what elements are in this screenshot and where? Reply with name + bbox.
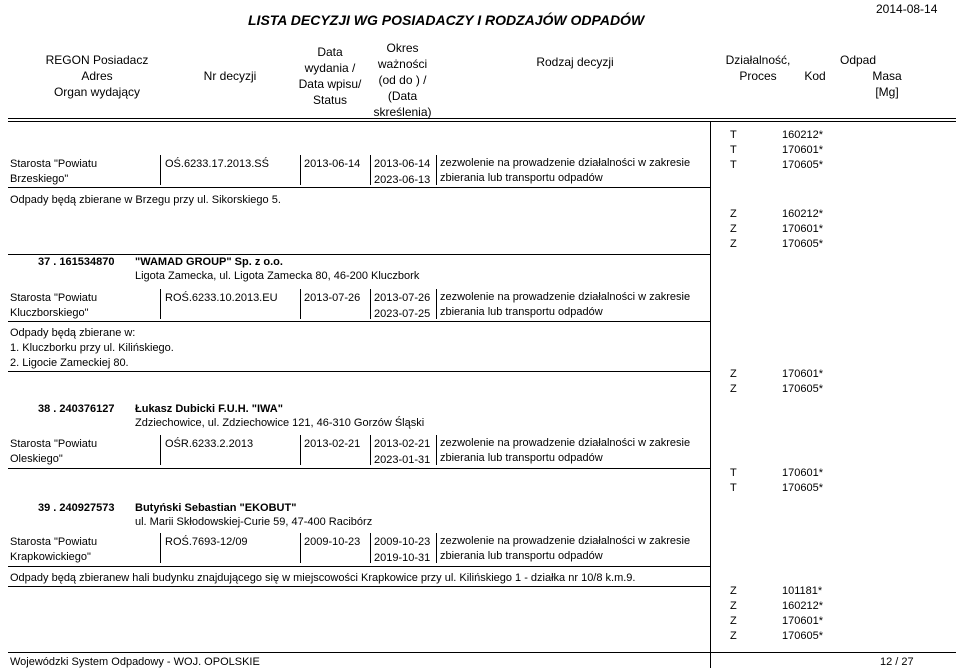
code-values: 160212* 170601* 170605*	[782, 208, 823, 250]
okres-do-36: 2023-06-13	[374, 174, 431, 186]
okres-od-38: 2013-02-21	[374, 438, 431, 450]
code-list: T T	[730, 467, 737, 494]
note-36: Odpady będą zbierane w Brzegu przy ul. Sikorskiego 5.	[10, 194, 281, 206]
header-regon: REGON Posiadacz Adres Organ wydający	[45, 53, 149, 99]
header-dzialalnosc: Działalność, Proces	[725, 53, 791, 83]
okres-od-39: 2009-10-23	[374, 536, 431, 548]
code-values: 101181* 160212* 170601* 170605*	[782, 585, 823, 642]
footer-system: Wojewódzki System Odpadowy - WOJ. OPOLSKIE	[10, 656, 260, 668]
header-odpad: Odpad	[839, 53, 877, 67]
divider	[8, 371, 710, 372]
report-title: LISTA DECYZJI WG POSIADACZY I RODZAJÓW ODPADÓW	[248, 12, 645, 28]
entry-number-38: 38 . 240376127	[38, 403, 115, 415]
divider	[370, 435, 371, 465]
footer-divider	[8, 652, 956, 653]
entry-address-38: Zdziechowice, ul. Zdziechowice 121, 46-310 Gorzów Śląski	[135, 417, 425, 429]
okres-do-37: 2023-07-25	[374, 308, 431, 320]
nr-decyzji-38: OŚR.6233.2.2013	[165, 438, 254, 450]
divider	[160, 533, 161, 563]
entry-name-38: Łukasz Dubicki F.U.H. "IWA"	[135, 403, 283, 415]
okres-od-37: 2013-07-26	[374, 292, 431, 304]
code-list: T T T	[730, 129, 737, 171]
nr-decyzji-39: ROŚ.7693-12/09	[165, 536, 248, 548]
divider	[370, 289, 371, 319]
divider	[8, 254, 710, 255]
entry-address-39: ul. Marii Skłodowskiej-Curie 59, 47-400 Racibórz	[135, 516, 373, 528]
divider	[8, 586, 710, 587]
divider	[370, 155, 371, 185]
organ-36: Starosta "Powiatu Brzeskiego"	[10, 158, 98, 185]
code-list: Z Z Z Z	[730, 585, 737, 642]
rodzaj-36: zezwolenie na prowadzenie działalności w zakresie zbierania lub transportu odpadów	[440, 157, 691, 184]
divider	[370, 533, 371, 563]
entry-number-39: 39 . 240927573	[38, 502, 115, 514]
header-data: Data wydania / Data wpisu/ Status	[298, 45, 362, 107]
divider	[436, 533, 437, 563]
divider	[300, 533, 301, 563]
divider	[8, 566, 710, 567]
code-values: 170601* 170605*	[782, 467, 823, 494]
note-39: Odpady będą zbieranew hali budynku znajdującego się w miejscowości Krapkowice przy ul. Kilińskiego 1 - działka nr 10/8 k.m.9.	[10, 572, 636, 584]
divider	[300, 289, 301, 319]
rodzaj-37: zezwolenie na prowadzenie działalności w zakresie zbierania lub transportu odpadów	[440, 291, 691, 318]
data-wydania-39: 2009-10-23	[304, 536, 361, 548]
divider	[8, 468, 710, 469]
code-values: 170601* 170605*	[782, 368, 823, 395]
entry-address-37: Ligota Zamecka, ul. Ligota Zamecka 80, 46-200 Kluczbork	[135, 270, 420, 282]
header-nr-decyzji: Nr decyzji	[203, 69, 257, 83]
entry-name-37: "WAMAD GROUP" Sp. z o.o.	[135, 256, 283, 268]
divider	[160, 289, 161, 319]
entry-number-37: 37 . 161534870	[38, 256, 115, 268]
code-values: 160212* 170601* 170605*	[782, 129, 823, 171]
okres-do-38: 2023-01-31	[374, 454, 431, 466]
code-list: Z Z Z	[730, 208, 737, 250]
okres-od-36: 2013-06-14	[374, 158, 431, 170]
divider	[300, 435, 301, 465]
data-wydania-37: 2013-07-26	[304, 292, 361, 304]
note-37: Odpady będą zbierane w: 1. Kluczborku przy ul. Kilińskiego. 2. Ligocie Zameckiej 80.	[10, 327, 174, 369]
data-wydania-36: 2013-06-14	[304, 158, 361, 170]
divider	[436, 289, 437, 319]
header-okres: Okres ważności (od do ) / (Data skreślenia)	[373, 41, 432, 119]
divider	[436, 155, 437, 185]
entry-name-39: Butyński Sebastian "EKOBUT"	[135, 502, 297, 514]
rodzaj-38: zezwolenie na prowadzenie działalności w zakresie zbierania lub transportu odpadów	[440, 437, 691, 464]
header-divider	[8, 118, 956, 122]
report-date: 2014-08-14	[876, 2, 938, 16]
divider	[160, 155, 161, 185]
okres-do-39: 2019-10-31	[374, 552, 431, 564]
header-masa: Masa [Mg]	[872, 69, 902, 99]
rodzaj-39: zezwolenie na prowadzenie działalności w zakresie zbierania lub transportu odpadów	[440, 535, 691, 562]
footer-page: 12 / 27	[880, 656, 914, 668]
code-list: Z Z	[730, 368, 737, 395]
organ-38: Starosta "Powiatu Oleskiego"	[10, 438, 98, 465]
divider	[160, 435, 161, 465]
divider	[710, 122, 711, 668]
divider	[8, 187, 710, 188]
divider	[8, 321, 710, 322]
divider	[300, 155, 301, 185]
header-rodzaj: Rodzaj decyzji	[536, 55, 614, 69]
organ-37: Starosta "Powiatu Kluczborskiego"	[10, 292, 98, 319]
nr-decyzji-36: OŚ.6233.17.2013.SŚ	[165, 158, 269, 170]
organ-39: Starosta "Powiatu Krapkowickiego"	[10, 536, 98, 563]
header-kod: Kod	[804, 69, 826, 83]
divider	[436, 435, 437, 465]
nr-decyzji-37: ROŚ.6233.10.2013.EU	[165, 292, 278, 304]
data-wydania-38: 2013-02-21	[304, 438, 361, 450]
